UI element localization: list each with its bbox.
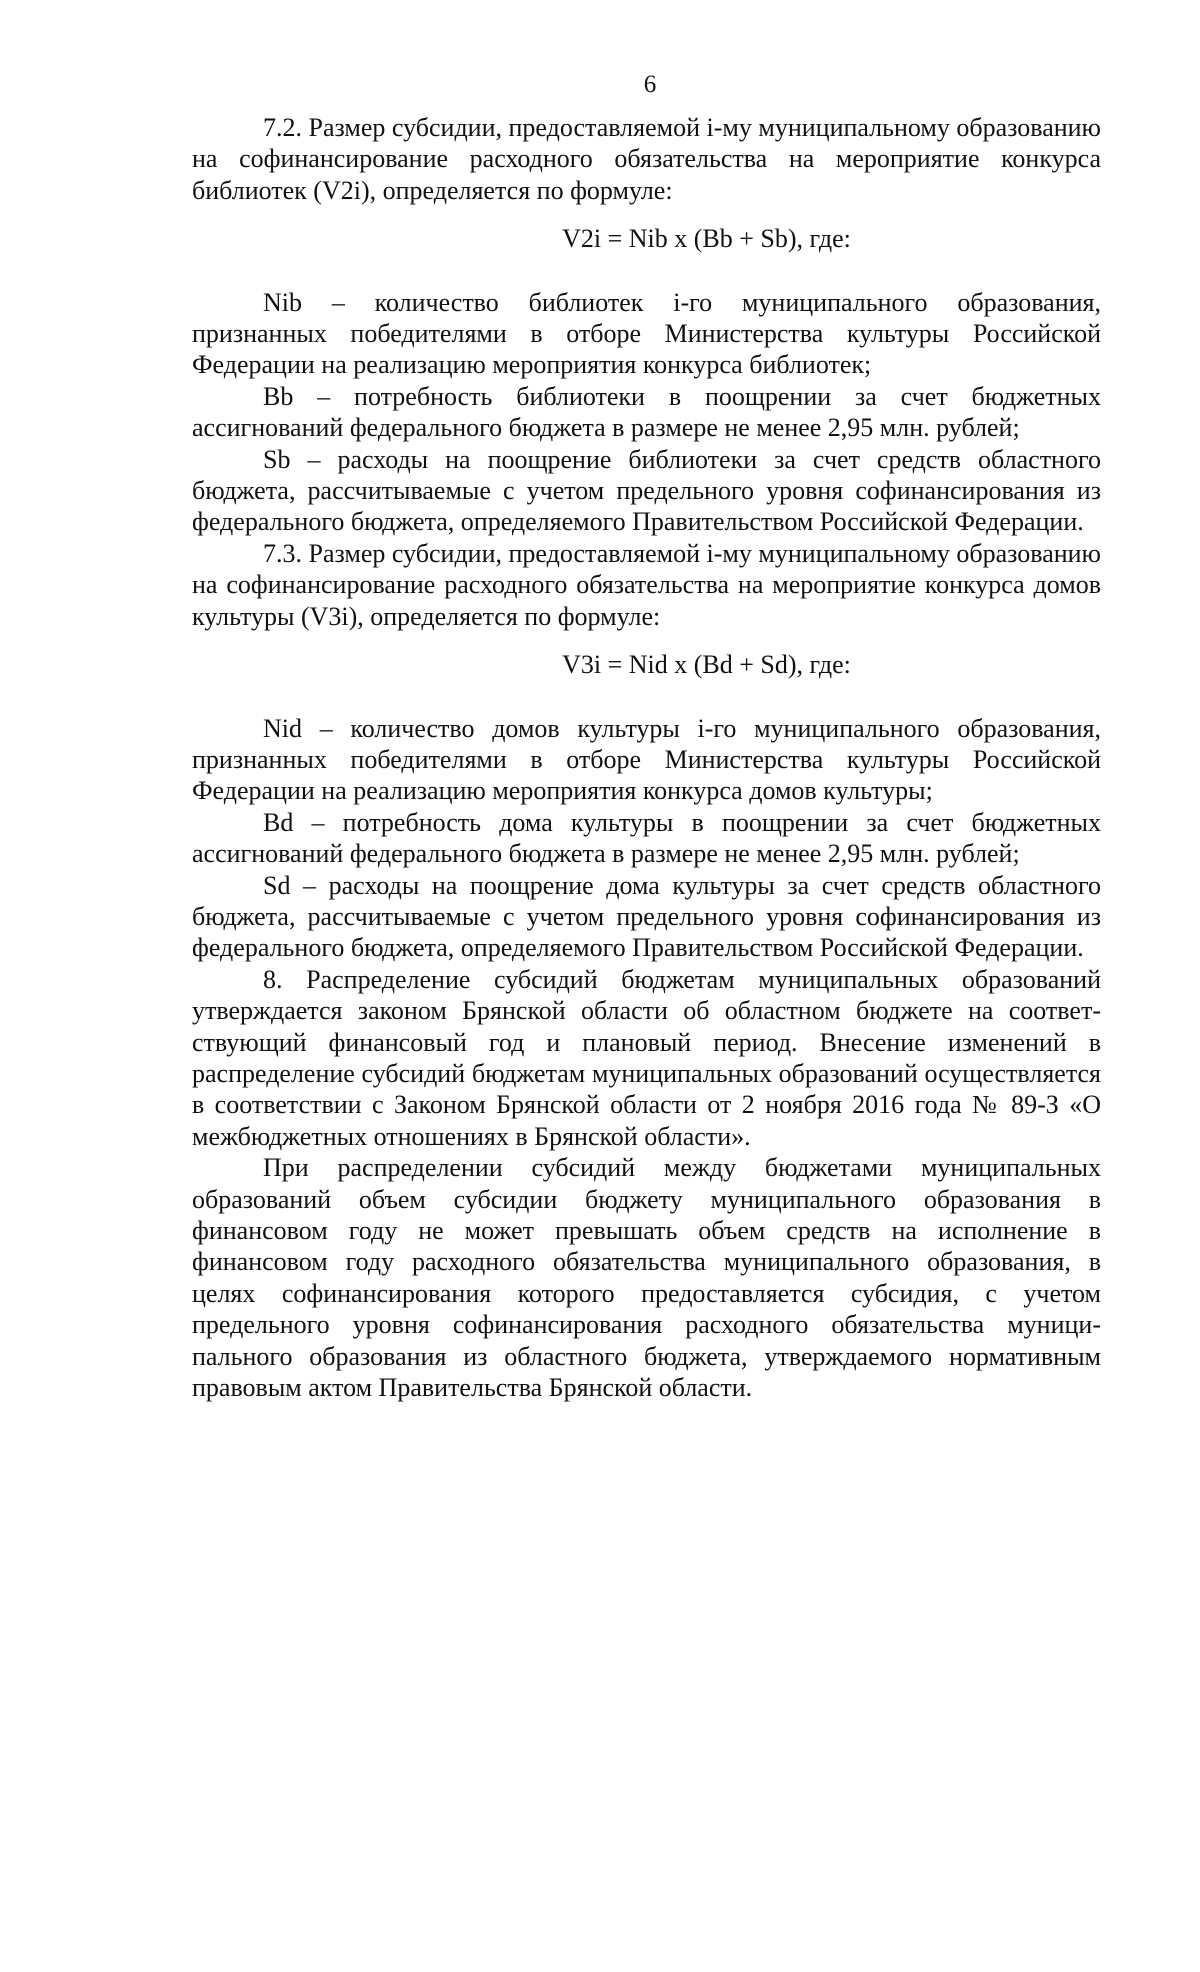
- page-number: 6: [643, 71, 657, 98]
- paragraph-8: 8. Распределение субсидий бюджетам муниципальных образований утверждается законом Брянской области об областном бюджете на соответствующий финансовый год и плановый период. Внесение изменений в распределение субсидий бюджетам муниципальных образований осуществляется в соответствии с Законом Брянской области от 2 ноября 2016 года № 89-З «О межбюджетных отношениях в Брянской области».: [192, 964, 1101, 1151]
- definition-bd: Bd – потребность дома культуры в поощрении за счет бюджетных ассигнований федерального бюджета в размере не менее 2,95 млн. рублей;: [192, 807, 1101, 869]
- definition-nib: Nib – количество библиотек i-го муниципального образования, признанных победителями в отборе Министерства культуры Российской Федерации на реализацию мероприятия конкурса библиотек;: [192, 287, 1101, 380]
- paragraph-7-2-intro: 7.2. Размер субсидии, предоставляемой i-му муниципальному образованию на софинансирование расходного обязательства на мероприятие конкурса библиотек (V2i), определяется по формуле:: [192, 113, 1101, 205]
- definition-sb: Sb – расходы на поощрение библиотеки за счет средств областного бюджета, рассчитываемые с учетом предельного уровня софинансирования из федерального бюджета, определяемого Правительством Российской Федерации.: [192, 444, 1101, 537]
- definition-bb: Bb – потребность библиотеки в поощрении за счет бюджетных ассигнований федерального бюджета в размере не менее 2,95 млн. рублей;: [192, 381, 1101, 443]
- formula-v3i: V3i = Nid x (Bd + Sd), где:: [562, 650, 851, 680]
- paragraph-7-3-intro: 7.3. Размер субсидии, предоставляемой i-му муниципальному образованию на софинансирование расходного обязательства на мероприятие конкурса домов культуры (V3i), определяется по формуле:: [192, 538, 1101, 631]
- definition-sd: Sd – расходы на поощрение дома культуры за счет средств областного бюджета, рассчитываемые с учетом предельного уровня софинансирования из федерального бюджета, определяемого Правительством Российской Федерации.: [192, 870, 1101, 963]
- formula-v2i: V2i = Nib x (Bb + Sb), где:: [562, 224, 851, 254]
- document-body: [192, 112, 1101, 1403]
- paragraph-8-distribution: При распределении субсидий между бюджетами муниципальных образований объем субсидии бюджету муниципального образования в финансовом году не может превышать объем средств на исполнение в финансовом году расходного обязательства муниципального образования, в целях софинансирования которого предоставляется субсидия, с учетом предельного уровня софинансирования расходного обязательства муниципального образования из областного бюджета, утверждаемого нормативным правовым актом Правительства Брянской области.: [192, 1153, 1101, 1403]
- definition-nid: Nid – количество домов культуры i-го муниципального образования, признанных победителями в отборе Министерства культуры Российской Федерации на реализацию мероприятия конкурса домов культуры;: [192, 713, 1101, 806]
